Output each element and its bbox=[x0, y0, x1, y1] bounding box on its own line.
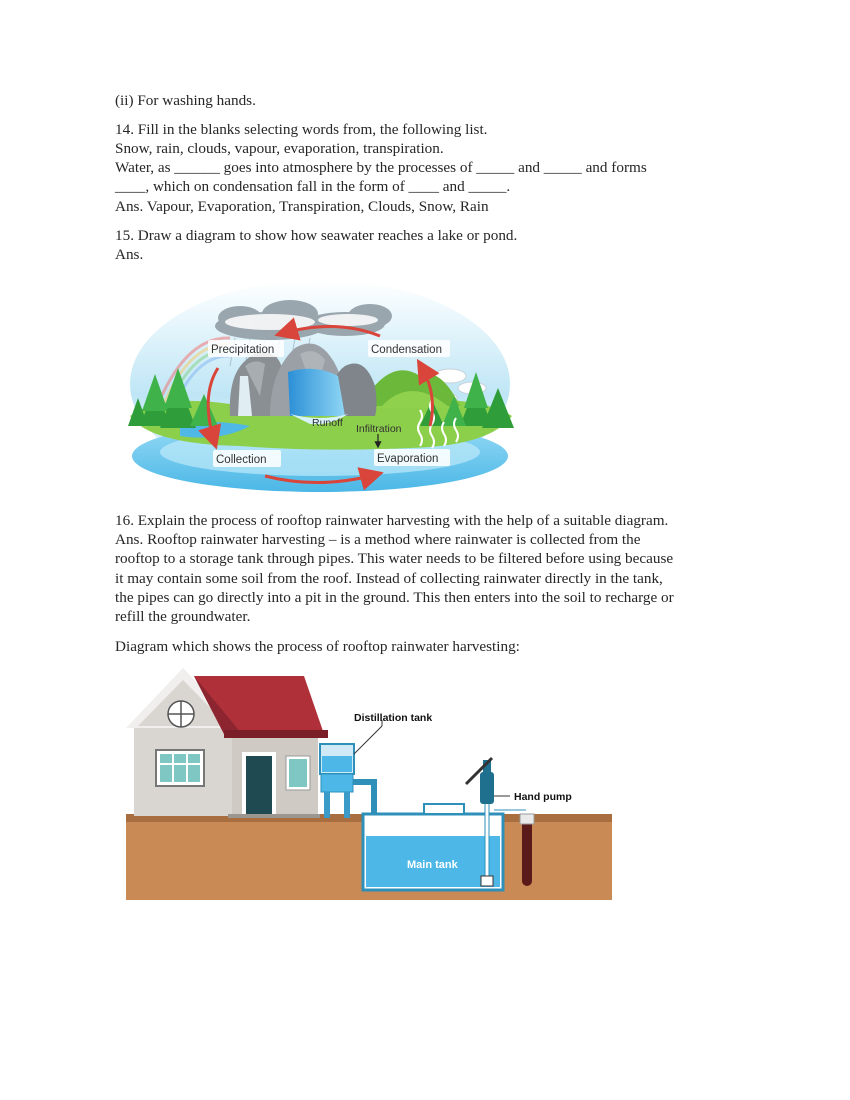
waterfall bbox=[288, 369, 345, 416]
label-infiltration: Infiltration bbox=[356, 423, 402, 435]
label-precipitation: Precipitation bbox=[211, 344, 275, 356]
q16-question: 16. Explain the process of rooftop rainwater harvesting with the help of a suitable diagram. bbox=[115, 512, 669, 529]
q14-sentence-2: ____, which on condensation fall in the form of ____ and _____. bbox=[115, 178, 511, 195]
house bbox=[126, 668, 328, 818]
label-hand-pump: Hand pump bbox=[514, 791, 572, 803]
label-runoff: Runoff bbox=[312, 417, 343, 429]
q15-question: 15. Draw a diagram to show how seawater reaches a lake or pond. bbox=[115, 227, 518, 244]
q14-answer: Ans. Vapour, Evaporation, Transpiration, Clouds, Snow, Rain bbox=[115, 198, 489, 215]
q13-part-ii: (ii) For washing hands. bbox=[115, 92, 256, 109]
label-evaporation: Evaporation bbox=[377, 453, 439, 465]
label-main-tank: Main tank bbox=[407, 859, 458, 871]
q16-answer-line-2: rooftop to a storage tank through pipes. This water needs to be filtered before using because bbox=[115, 550, 674, 567]
q16-diagram-caption: Diagram which shows the process of rooftop rainwater harvesting: bbox=[115, 638, 520, 655]
q14-question: 14. Fill in the blanks selecting words from, the following list. bbox=[115, 121, 488, 138]
rainwater-harvesting-diagram bbox=[124, 664, 614, 902]
q16-answer-line-3: it may contain some soil from the roof. Instead of collecting rainwater directly in the tank, bbox=[115, 570, 663, 587]
label-collection: Collection bbox=[216, 454, 267, 466]
q16-answer-line-4: the pipes can go directly into a pit in the ground. This then enters into the soil to recharge or bbox=[115, 589, 674, 606]
q16-answer-line-5: refill the groundwater. bbox=[115, 608, 251, 625]
water-cycle-diagram bbox=[120, 276, 520, 502]
q15-answer-label: Ans. bbox=[115, 246, 144, 263]
door bbox=[246, 756, 272, 816]
label-distillation-tank: Distillation tank bbox=[354, 712, 433, 724]
label-condensation: Condensation bbox=[371, 344, 442, 356]
distillation-tank bbox=[320, 744, 374, 818]
q16-answer-line-1: Ans. Rooftop rainwater harvesting – is a method where rainwater is collected from the bbox=[115, 531, 641, 548]
q14-sentence-1: Water, as ______ goes into atmosphere by the processes of _____ and _____ and forms bbox=[115, 159, 647, 176]
q14-word-list: Snow, rain, clouds, vapour, evaporation, transpiration. bbox=[115, 140, 444, 157]
